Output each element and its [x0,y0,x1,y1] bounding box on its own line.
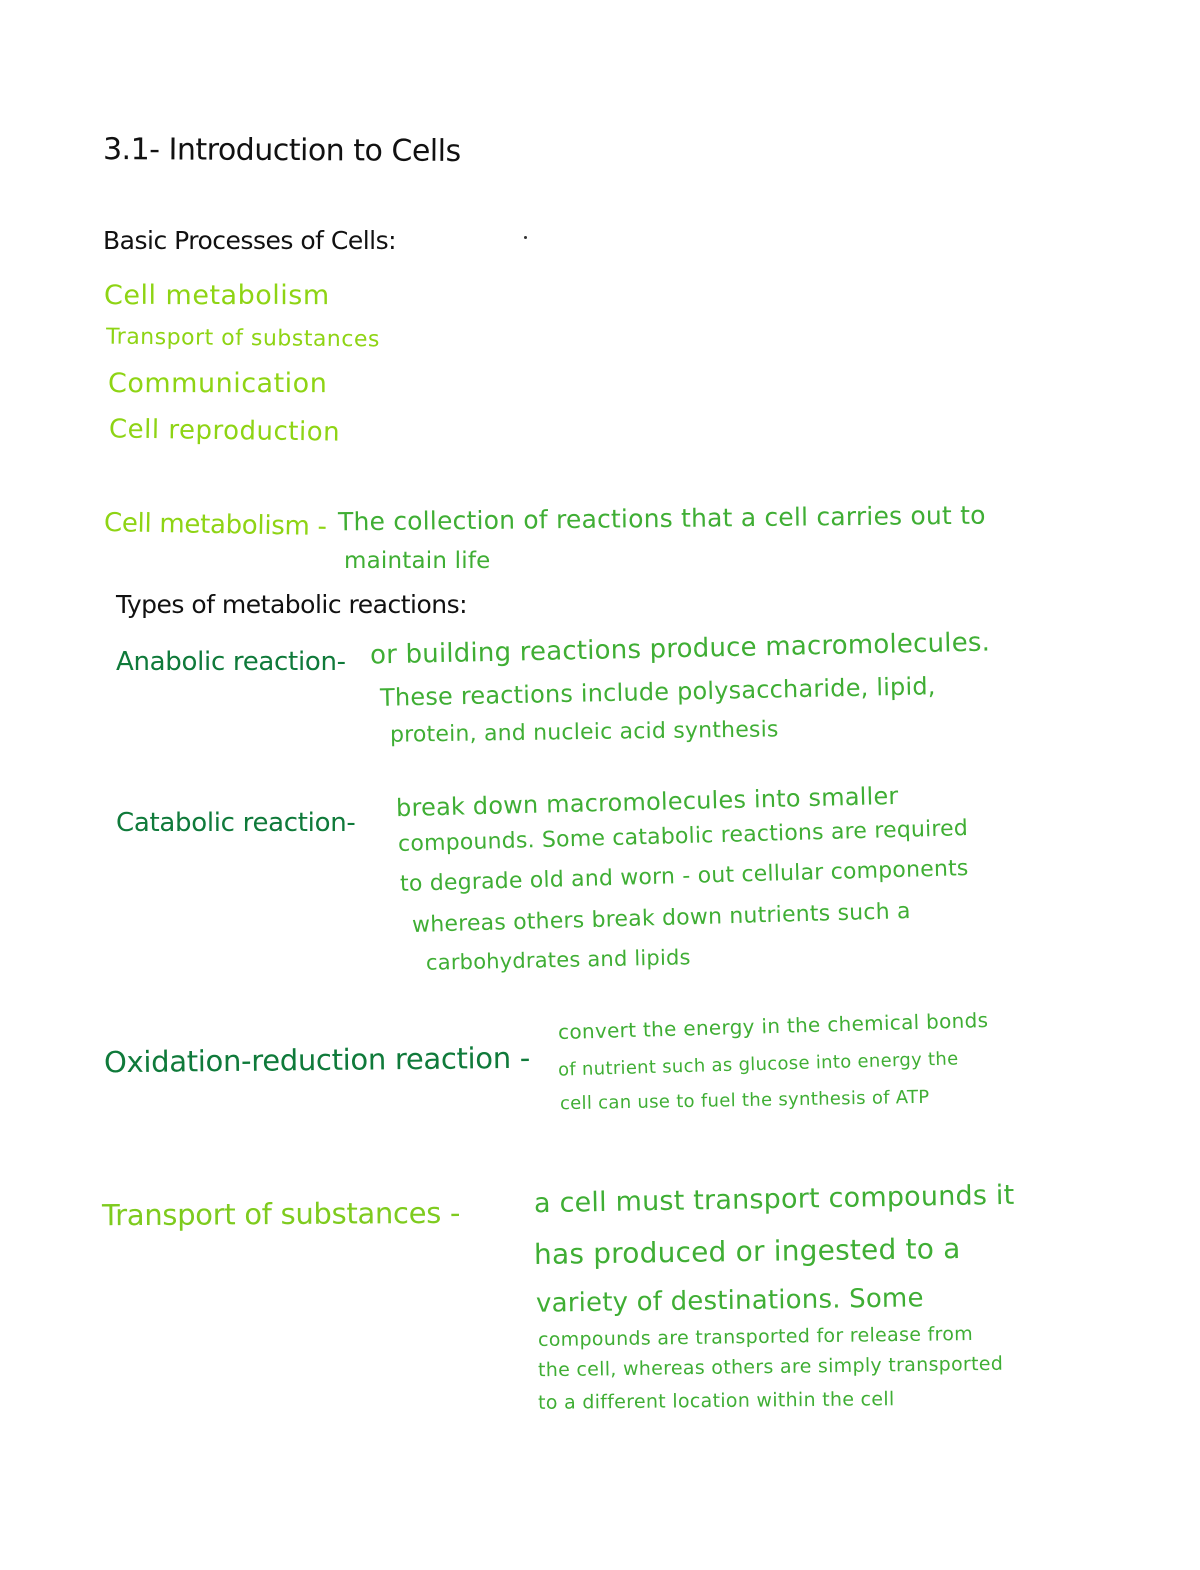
catabolic-def-line: whereas others break down nutrients such a [411,899,911,938]
cell-metabolism-def-line: The collection of reactions that a cell carries out to [337,500,986,537]
transport-def-line: has produced or ingested to a [533,1232,961,1271]
oxidation-def-line: convert the energy in the chemical bonds [557,1007,989,1045]
cell-metabolism-def-line: maintain life [344,548,491,574]
transport-def-line: compounds are transported for release from [537,1322,974,1352]
stray-dot [524,236,527,239]
catabolic-term: Catabolic reaction- [116,808,356,838]
oxidation-def-line: cell can use to fuel the synthesis of ATP [559,1086,930,1115]
anabolic-def-line: These reactions include polysaccharide, lipid, [379,672,936,712]
transport-def-line: the cell, whereas others are simply transported [537,1352,1004,1382]
anabolic-term: Anabolic reaction- [116,647,346,677]
page-title: 3.1- Introduction to Cells [102,132,461,169]
oxidation-def-line: of nutrient such as glucose into energy the [557,1048,959,1081]
oxidation-term: Oxidation-reduction reaction - [103,1040,531,1080]
anabolic-def-line: protein, and nucleic acid synthesis [389,717,779,748]
catabolic-def-line: compounds. Some catabolic reactions are required [397,816,969,857]
catabolic-def-line: carbohydrates and lipids [425,945,691,975]
basic-processes-heading: Basic Processes of Cells: [103,226,397,255]
types-heading: Types of metabolic reactions: [116,590,468,619]
transport-def-line: variety of destinations. Some [535,1283,924,1319]
anabolic-def-line: or building reactions produce macromolecules. [369,627,991,671]
transport-def-line: to a different location within the cell [537,1388,895,1414]
transport-def-line: a cell must transport compounds it [533,1179,1015,1220]
catabolic-def-line: break down macromolecules into smaller [395,781,899,823]
cell-metabolism-term: Cell metabolism - [103,508,327,542]
process-item: Communication [108,368,328,399]
process-item: Transport of substances [105,324,381,353]
transport-term: Transport of substances - [101,1195,461,1233]
process-item: Cell reproduction [108,414,341,448]
process-item: Cell metabolism [104,280,330,311]
catabolic-def-line: to degrade old and worn - out cellular components [399,856,969,897]
